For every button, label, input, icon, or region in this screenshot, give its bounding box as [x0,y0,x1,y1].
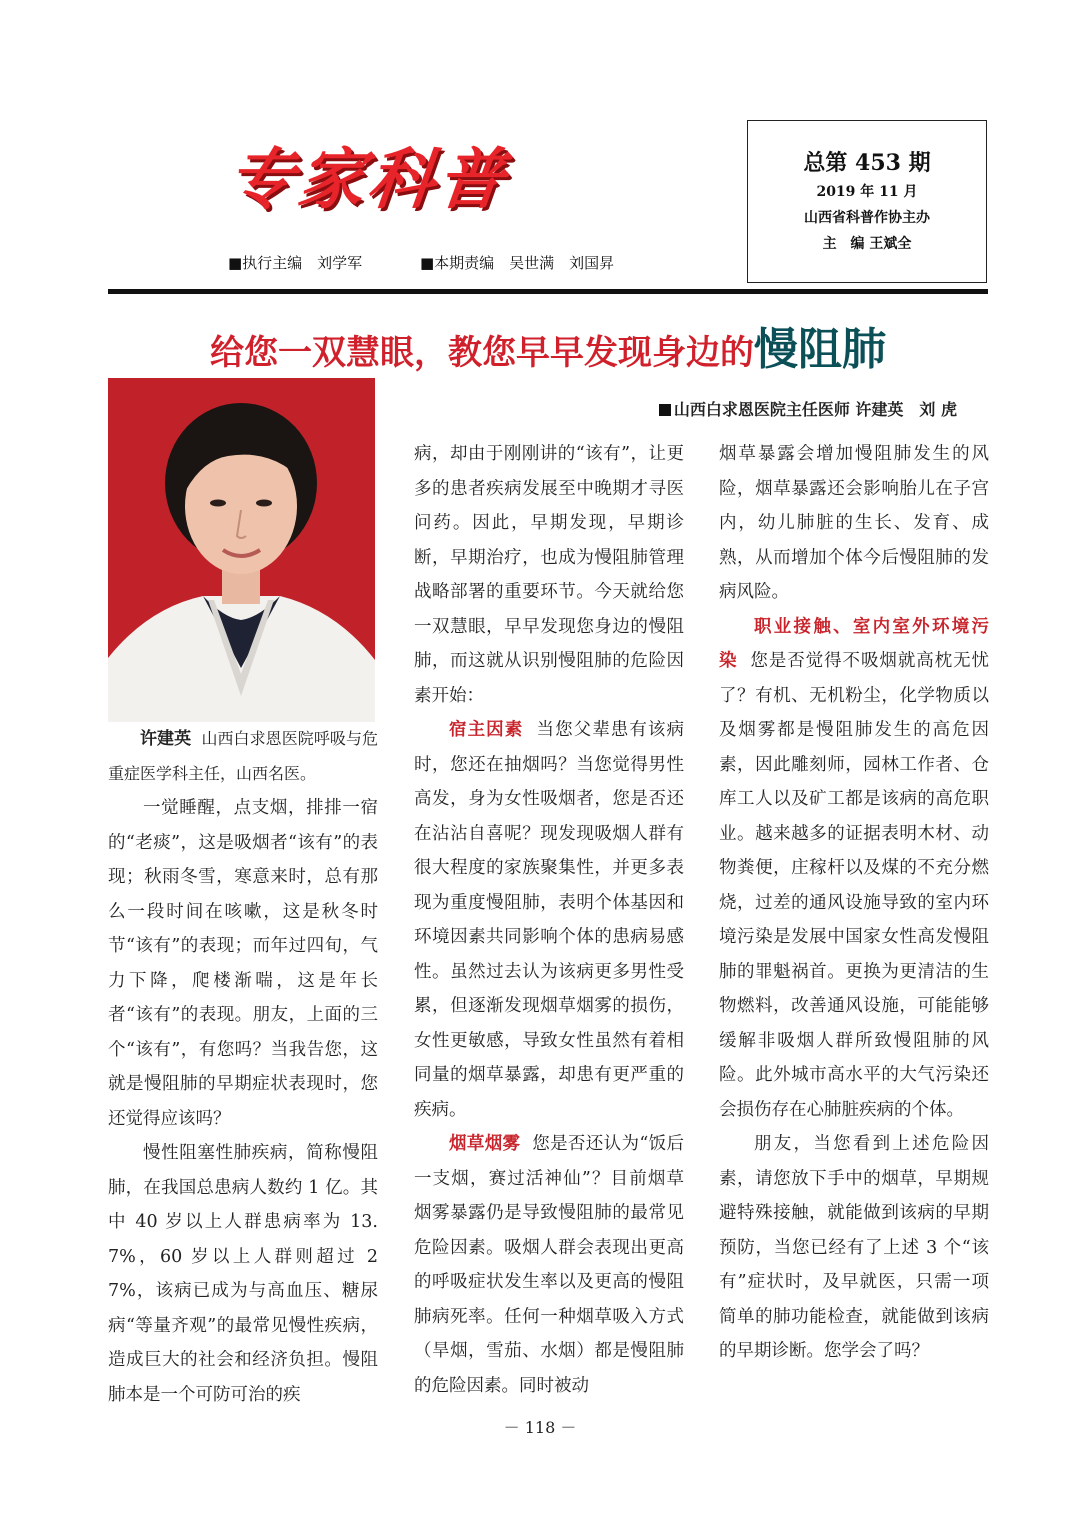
paragraph: 慢性阻塞性肺疾病，简称慢阻肺，在我国总患病人数约 1 亿。其中 40 岁以上人群患病率为 13.7%，60 岁以上人群则超过 27%，该病已成为与高血压、糖尿病“等量齐观”的最常见慢性疾病，造成巨大的社会和经济负担。慢阻肺本是一个可防可治的疾 [108,1143,378,1405]
issue-info-box [747,120,987,283]
byline-text: 山西白求恩医院主任医师 许建英 刘 虎 [673,400,957,419]
masthead-logo: 专家科普 [224,141,513,218]
executive-editor: ■执行主编 刘学军 [228,254,363,272]
paragraph [414,1127,684,1403]
article-title [108,318,988,382]
paragraph-text: 当您父辈患有该病时，您还在抽烟吗？当您觉得男性高发，身为女性吸烟者，您是否还在沾沾自喜呢？现发现吸烟人群有很大程度的家族聚集性，并更多表现为重度慢阻肺，表明个体基因和环境因素共同影响个体的患病易感性。虽然过去认为该病更多男性受累，但逐渐发现烟草烟雾的损伤，女性更敏感，导致女性虽然有着相同量的烟草暴露，却患有更严重的疾病。 [414,720,684,1120]
paragraph [719,610,989,1128]
author-photo [108,378,375,722]
subhead-host-factors: 宿主因素 [449,720,524,740]
paragraph-text: 您是否还认为“饭后一支烟，赛过活神仙”？目前烟草烟雾暴露仍是导致慢阻肺的最常见危险因素。吸烟人群会表现出更高的呼吸症状发生率以及更高的慢阻肺病死率。任何一种烟草吸入方式（旱烟，雪茄、水烟）都是慢阻肺的危险因素。同时被动 [414,1134,684,1396]
article-title-accent: 慢阻肺 [754,324,886,375]
issue-host: 山西省科普作协主办 [804,210,930,226]
chief-editor: 主 编 王斌全 [822,236,912,252]
paragraph-text: 您是否觉得不吸烟就高枕无忧了？有机、无机粉尘，化学物质以及烟雾都是慢阻肺发生的高危因素，因此雕刻师，园林工作者、仓库工人以及矿工都是该病的高危职业。越来越多的证据表明木材、动物粪便，庄稼杆以及煤的不充分燃烧，过差的通风设施导致的室内环境污染是发展中国家女性高发慢阻肺的罪魁祸首。更换为更清洁的生物燃料，改善通风设施，可能能够缓解非吸烟人群所致慢阻肺的风险。此外城市高水平的大气污染还会损伤存在心肺脏疾病的个体。 [719,651,990,1120]
column-3 [719,437,989,1369]
article-title-main: 给您一双慧眼，教您早早发现身边的 [210,333,754,373]
caption-name: 许建英 [140,729,192,749]
subhead-environment: 职业接触、室内室外环境污染 [719,616,989,671]
paragraph: 烟草暴露会增加慢阻肺发生的风险，烟草暴露还会影响胎儿在子宫内，幼儿肺脏的生长、发育、成熟，从而增加个体今后慢阻肺的发病风险。 [719,444,989,602]
header-rule [108,289,988,294]
author-portrait-illustration [108,378,375,722]
issue-date: 2019 年 11 月 [816,184,918,200]
paragraph: 一觉睡醒，点支烟，排排一宿的“老痰”，这是吸烟者“该有”的表现；秋雨冬雪，寒意来时，总有那么一段时间在咳嗽，这是秋冬时节“该有”的表现；而年过四旬，气力下降，爬楼渐喘，这是年长者“该有”的表现。朋友，上面的三个“该有”，有您吗？当我告您，这就是慢阻肺的早期症状表现时，您还觉得应该吗？ [108,798,378,1129]
photo-caption [108,722,378,791]
article-byline [405,397,957,423]
subhead-tobacco-smoke: 烟草烟雾 [449,1134,521,1154]
issue-number: 总第 453 期 [803,150,931,176]
column-1 [108,722,378,1412]
column-2 [414,437,684,1403]
paragraph: 朋友，当您看到上述危险因素，请您放下手中的烟草，早期规避特殊接触，就能做到该病的早期预防，当您已经有了上述 3 个“该有”症状时，及早就医，只需一项简单的肺功能检查，就能做到该病的早期诊断。您学会了吗？ [719,1134,989,1361]
bullet-square-icon [659,404,671,416]
paragraph [414,713,684,1127]
paragraph: 病，却由于刚刚讲的“该有”，让更多的患者疾病发展至中晚期才寻医问药。因此，早期发现，早期诊断，早期治疗，也成为慢阻肺管理战略部署的重要环节。今天就给您一双慧眼，早早发现您身边的慢阻肺，而这就从识别慢阻肺的危险因素开始： [414,444,684,706]
page-number: － 118 － [503,1418,577,1437]
caption-text: 山西白求恩医院呼吸与危重症医学科主任，山西名医。 [108,729,378,783]
issue-editors: ■本期责编 吴世满 刘国昇 [420,254,615,272]
